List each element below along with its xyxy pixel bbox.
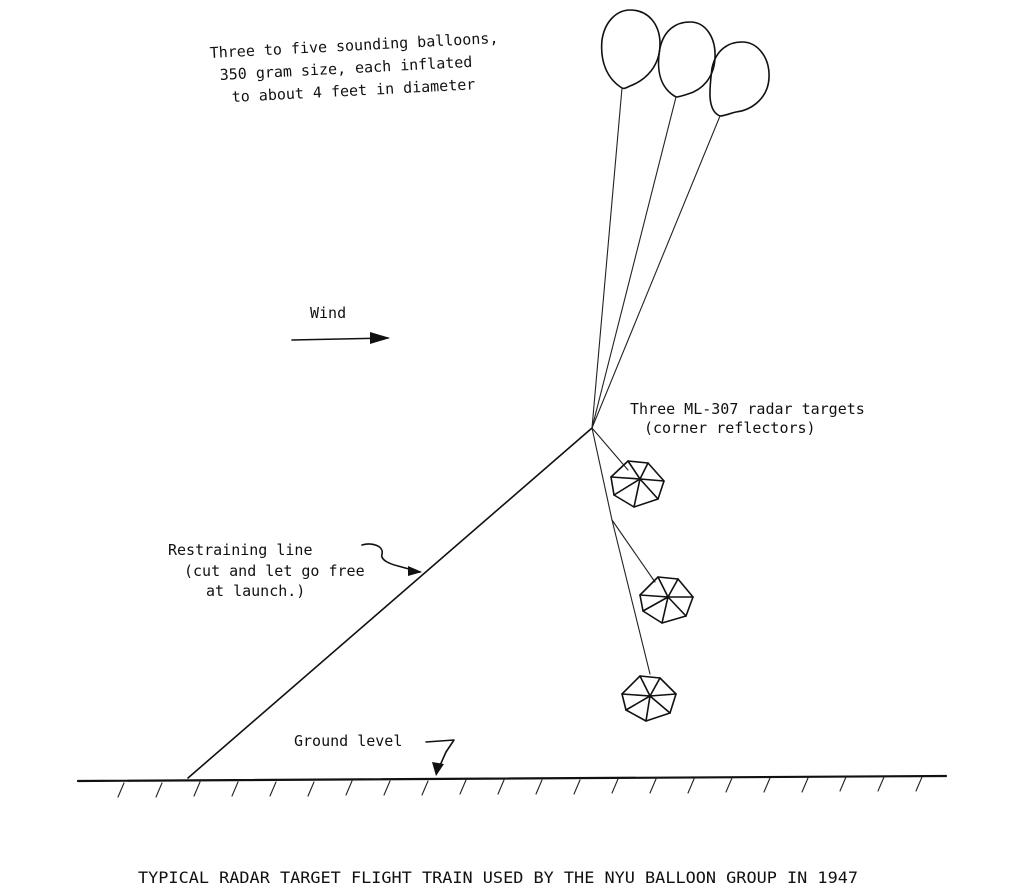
balloon-tethers	[592, 88, 720, 428]
corner-reflector-2	[640, 577, 693, 623]
balloons	[602, 10, 769, 116]
corner-reflector-3	[622, 676, 676, 721]
restraining-label-line1: Restraining line	[168, 541, 313, 559]
ground-pointer-head	[432, 762, 444, 776]
ground-line	[78, 776, 946, 797]
wind-arrow	[292, 332, 390, 344]
targets-label-line1: Three ML-307 radar targets	[630, 400, 865, 418]
restraining-pointer-head	[408, 566, 422, 576]
balloons-label	[209, 29, 499, 106]
restraining-label	[168, 541, 365, 600]
balloons-label-line3: to about 4 feet in diameter	[231, 75, 476, 106]
balloon-2	[659, 22, 716, 97]
figure-caption: TYPICAL RADAR TARGET FLIGHT TRAIN USED BY THE NYU BALLOON GROUP IN 1947	[138, 868, 859, 887]
restraining-line	[188, 428, 592, 778]
wind-label: Wind	[310, 304, 347, 322]
restraining-label-line3: at launch.)	[206, 582, 306, 600]
targets-label	[630, 400, 865, 437]
balloons-label-line2: 350 gram size, each inflated	[219, 52, 473, 84]
balloon-1	[602, 10, 660, 88]
restraining-label-line2: (cut and let go free	[184, 562, 365, 580]
corner-reflector-1	[611, 461, 664, 507]
targets-label-line2: (corner reflectors)	[644, 419, 816, 437]
balloons-label-line1: Three to five sounding balloons,	[209, 28, 499, 62]
balloon-3	[710, 42, 769, 116]
ground-label: Ground level	[294, 732, 403, 750]
